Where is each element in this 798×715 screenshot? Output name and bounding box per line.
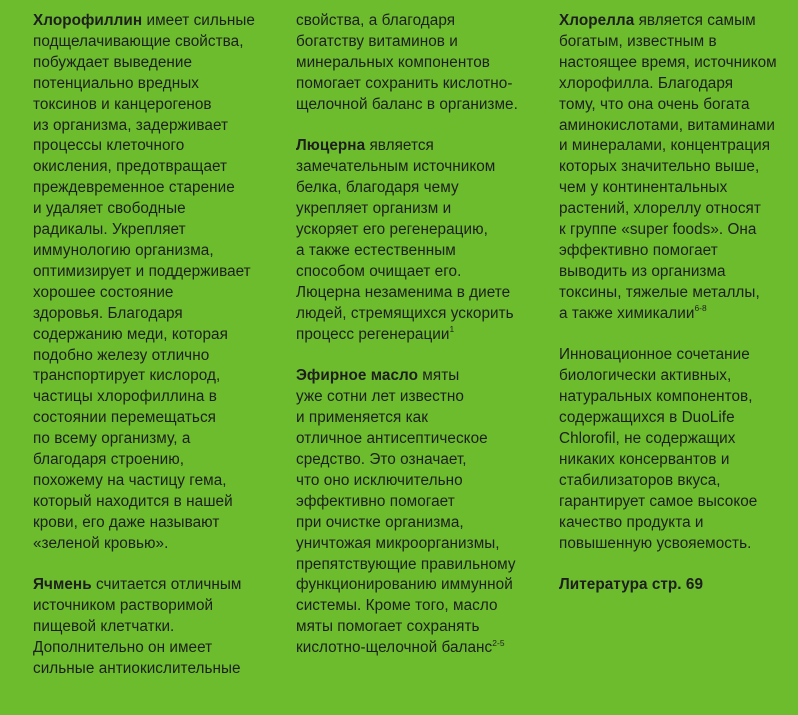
text-line: что оно исключительно [296,471,463,489]
text-line: частицы хлорофиллина в [33,388,217,406]
text-line: процесс регенерации$^1$ [296,324,455,343]
text-line: содержанию меди, которая [33,325,228,343]
text-line: и удаляет свободные [33,200,186,218]
text-line: оптимизирует и поддерживает [33,262,251,280]
text-line: свойства, а благодаря [296,12,456,29]
text-line: Инновационное сочетание [559,346,750,364]
text-line: эффективно помогает [296,492,455,510]
text-line: содержащихся в DuoLife [559,409,735,427]
text-line: способом очищает его. [296,262,462,280]
text-line: благодаря строению, [33,451,185,469]
text-line: а также естественным [296,241,456,259]
text-line: растений, хлореллу относят [559,200,761,218]
paragraph-references [559,575,795,596]
text-line: окисления, предотвращает [33,158,228,176]
paragraph-innovation [559,345,795,554]
text-line: «зеленой кровью». [33,534,169,552]
paragraph-chlorophyllin [33,11,288,555]
text-line: похожему на частицу гема, [33,471,227,489]
text-line: щелочной баланс в организме. [296,95,518,113]
term-chlorella: Хлорелла [559,12,635,29]
text-line: выводить из организма [559,262,726,280]
text-line: эффективно помогает [559,241,718,259]
text-line: натуральных компонентов, [559,388,753,406]
text-line: токсинов и канцерогенов [33,95,212,113]
text-line: Эфирное масло мяты [296,367,460,385]
text-line: хлорофилла. Благодаря [559,74,734,92]
text-line: радикалы. Укрепляет [33,221,186,239]
text-line: процессы клеточного [33,137,185,155]
text-line: чем у континентальных [559,179,728,197]
text-line: настоящее время, источником [559,53,777,71]
text-line: иммунологию организма, [33,241,214,259]
text-line: который находится в нашей [33,492,233,510]
text-line: состоянии перемещаться [33,409,216,427]
text-line: уничтожая микроорганизмы, [296,534,500,552]
text-line: подобно железу отлично [33,346,210,364]
text-line: побуждает выведение [33,53,193,71]
text-line: минеральных компонентов [296,53,490,71]
text-line: функционированию иммунной [296,576,513,594]
text-line: замечательным источником [296,158,496,176]
text-line: которых значительно выше, [559,158,760,176]
text-line: к группе «super foods». Она [559,221,757,239]
text-line [559,575,795,596]
text-line: уже сотни лет известно [296,388,464,406]
text-line: стабилизаторов вкуса, [559,471,721,489]
text-line: кислотно-щелочной баланс$^{2-5}$ [296,637,505,657]
text-line: здоровья. Благодаря [33,304,183,322]
text-column-2 [296,11,551,659]
text-line: никаких консервантов и [559,451,730,469]
text-line: потенциально вредных [33,74,199,92]
term-mint-oil: Эфирное масло [296,367,418,385]
text-line: хорошее состояние [33,283,174,301]
text-line: качество продукта и [559,513,704,531]
text-line: а также химикалии$^{6-8}$ [559,303,707,322]
text-line: из организма, задерживает [33,116,229,134]
text-line: мяты помогает сохранять [296,618,480,636]
text-line: белка, благодаря чему [296,179,459,197]
references-note: Литература стр. 69 [559,576,704,594]
text-line: по всему организму, а [33,430,191,448]
term-chlorophyllin: Хлорофиллин [33,12,143,29]
text-line: Люцерна является [296,137,434,155]
text-line: подщелачивающие свойства, [33,32,244,50]
text-line: тому, что она очень богата [559,95,750,113]
footnote-ref: 2-5 [492,637,505,648]
paragraph-barley-continued [296,11,551,116]
paragraph-chlorella [559,11,795,325]
text-line: людей, стремящихся ускорить [296,304,514,322]
text-line: источником растворимой [33,597,214,615]
text-line: транспортирует кислород, [33,367,221,385]
text-line: и минералами, концентрация [559,137,771,155]
paragraph-barley [33,575,288,680]
text-line: аминокислотами, витаминами [559,116,775,134]
text-column-3 [559,11,795,596]
text-line: богатым, известным в [559,32,717,50]
text-line: средство. Это означает, [296,451,467,468]
text-line: преждевременное старение [33,179,235,197]
text-line: при очистке организма, [296,513,464,531]
footnote-ref: 6-8 [694,303,707,314]
text-line: укрепляет организм и [296,200,452,218]
text-line: повышенную усвояемость. [559,534,752,552]
text-line: токсины, тяжелые металлы, [559,283,760,301]
text-line: ускоряет его регенерацию, [296,221,488,239]
paragraph-mint-oil [296,366,551,659]
text-line: помогает сохранить кислотно- [296,74,513,92]
text-line: Хлорелла является самым [559,12,756,29]
text-line: Дополнительно он имеет [33,639,213,657]
text-line: препятствующие правильному [296,555,516,573]
text-line: и применяется как [296,409,428,427]
text-line: сильные антиокислительные [33,660,241,678]
text-line: биологически активных, [559,367,732,385]
term-alfalfa: Люцерна [296,137,366,155]
text-line: системы. Кроме того, масло [296,597,498,615]
term-barley: Ячмень [33,576,92,594]
text-line: богатству витаминов и [296,32,458,50]
text-line: Chlorofil, не содержащих [559,430,736,448]
text-line: крови, его даже называют [33,513,220,531]
paragraph-alfalfa [296,136,551,345]
text-line: Ячмень считается отличным [33,576,242,594]
text-line: пищевой клетчатки. [33,618,175,636]
text-line: отличное антисептическое [296,430,488,448]
footnote-ref: 1 [449,324,455,335]
text-line: гарантирует самое высокое [559,492,758,510]
text-line: Люцерна незаменима в диете [296,283,511,301]
text-line: Хлорофиллин имеет сильные [33,12,255,29]
text-column-1 [33,11,288,680]
